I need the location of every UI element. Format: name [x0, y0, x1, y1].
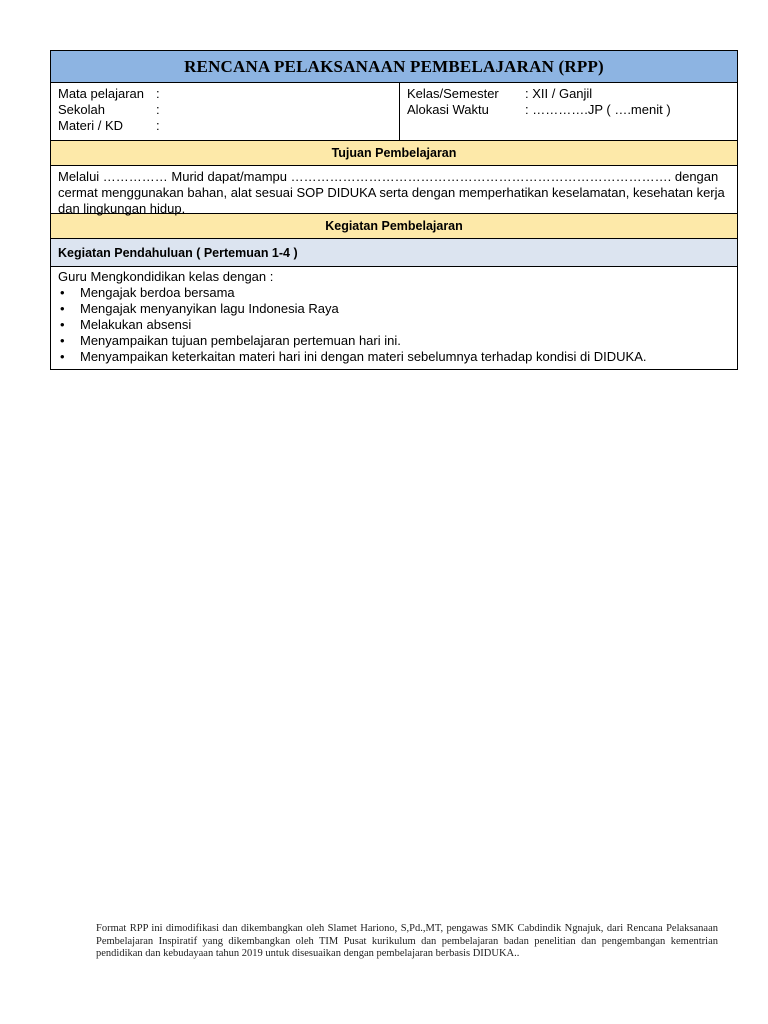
- pendahuluan-intro: Guru Mengkondidikan kelas dengan :: [58, 269, 274, 284]
- bullet-icon: •: [60, 333, 65, 348]
- list-item: [58, 301, 730, 317]
- list-item: [58, 317, 730, 333]
- list-item: [58, 285, 730, 301]
- info-left-column: [51, 83, 400, 140]
- info-field-materi-kd: [58, 118, 392, 134]
- info-field-alokasi-waktu: [407, 102, 730, 118]
- document-title: RENCANA PELAKSANAAN PEMBELAJARAN (RPP): [51, 51, 737, 83]
- list-item-text: Mengajak berdoa bersama: [80, 285, 235, 300]
- field-label: Materi / KD: [58, 118, 124, 133]
- tujuan-heading: Tujuan Pembelajaran: [51, 141, 737, 166]
- footer-note: Format RPP ini dimodifikasi dan dikembangkan oleh Slamet Hariono, S,Pd.,MT, pengawas SMK Cabdindik Ngnajuk, dari Rencana Pelaksanaan Pembelajaran Inspiratif yang dikembangkan oleh TIM Pusat kurikulum dan pembelajaran badan penelitian dan pengembangan kementrian pendidikan dan kebudayaan tahun 2019 untuk disesuaikan dengan pembelajaran berbasis DIDUKA..: [96, 923, 718, 959]
- field-value: :: [156, 86, 160, 101]
- rpp-form: [50, 50, 738, 370]
- pendahuluan-heading: Kegiatan Pendahuluan ( Pertemuan 1-4 ): [51, 239, 737, 267]
- field-label: Alokasi Waktu: [407, 102, 489, 117]
- field-label: Sekolah: [58, 102, 105, 117]
- bullet-icon: •: [60, 317, 65, 332]
- info-right-column: [400, 83, 737, 140]
- field-label: Mata pelajaran: [58, 86, 144, 101]
- info-section: [51, 83, 737, 141]
- list-item: [58, 349, 730, 365]
- list-item-text: Menyampaikan keterkaitan materi hari ini dengan materi sebelumnya terhadap kondisi di DIDUKA.: [80, 349, 647, 364]
- field-value: : ………….JP ( ….menit ): [525, 102, 671, 117]
- field-value: : XII / Ganjil: [525, 86, 593, 101]
- bullet-icon: •: [60, 349, 65, 364]
- pendahuluan-content: [51, 267, 737, 369]
- info-field-mata-pelajaran: [58, 86, 392, 102]
- list-item-text: Menyampaikan tujuan pembelajaran pertemuan hari ini.: [80, 333, 401, 348]
- list-item-text: Mengajak menyanyikan lagu Indonesia Raya: [80, 301, 339, 316]
- list-item: [58, 333, 730, 349]
- bullet-icon: •: [60, 301, 65, 316]
- list-item-text: Melakukan absensi: [80, 317, 192, 332]
- field-value: :: [156, 102, 160, 117]
- kegiatan-heading: Kegiatan Pembelajaran: [51, 214, 737, 239]
- bullet-icon: •: [60, 285, 65, 300]
- info-field-kelas-semester: [407, 86, 730, 102]
- field-label: Kelas/Semester: [407, 86, 499, 101]
- info-field-sekolah: [58, 102, 392, 118]
- tujuan-text: Melalui …………… Murid dapat/mampu ……………………………………………………………………………. dengan cermat menggunakan bahan, alat sesuai SOP DIDUKA serta dengan memperhatikan keselamatan, kesehatan kerja dan lingkungan hidup.: [51, 166, 737, 214]
- activity-list: [58, 285, 730, 365]
- field-value: :: [156, 118, 160, 133]
